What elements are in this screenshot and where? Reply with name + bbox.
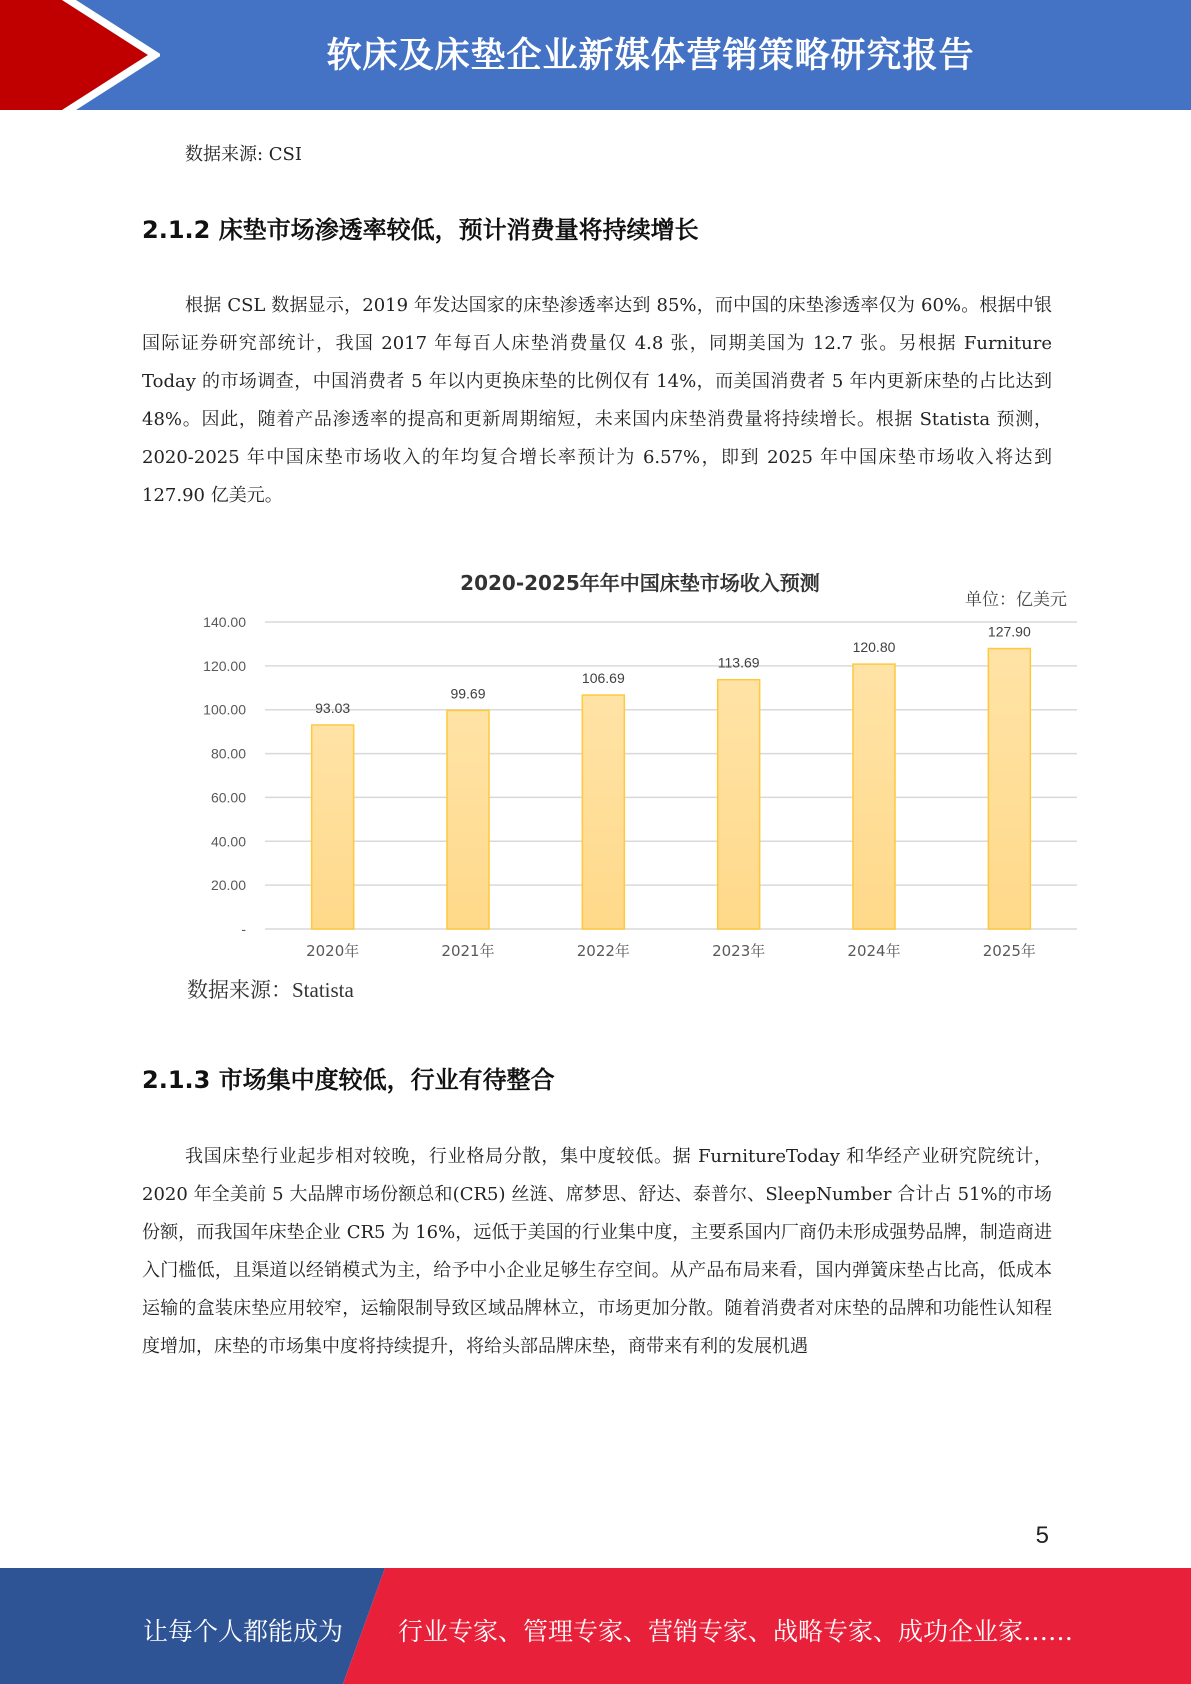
chart-grid	[265, 622, 1077, 929]
footer-slogan-left: 让每个人都能成为	[143, 1617, 344, 1646]
y-tick-label: 100.00	[203, 701, 246, 718]
y-tick-label: 80.00	[210, 745, 246, 762]
bar	[447, 710, 489, 929]
x-tick-label: 2025年	[982, 942, 1036, 960]
chart-canvas	[180, 560, 1080, 970]
x-tick-label: 2022年	[576, 942, 630, 960]
data-label: 99.69	[450, 685, 486, 702]
y-tick-label: 60.00	[210, 789, 246, 806]
chart-unit-label: 单位：亿美元	[965, 590, 1067, 610]
y-tick-label: 120.00	[203, 657, 246, 674]
bar	[988, 649, 1030, 929]
chart-title: 2020-2025年年中国床垫市场收入预测	[460, 571, 820, 595]
data-label: 113.69	[717, 654, 760, 671]
bar	[312, 725, 354, 929]
bar	[582, 695, 624, 929]
data-label: 120.80	[852, 639, 896, 656]
header-banner	[0, 0, 1191, 110]
section-heading-2-1-2: 2.1.2 床垫市场渗透率较低，预计消费量将持续增长	[142, 216, 699, 244]
x-tick-label: 2023年	[712, 942, 766, 960]
y-tick-label: 140.00	[203, 614, 246, 630]
bar	[853, 664, 895, 929]
data-source-top: 数据来源: CSI	[185, 144, 302, 165]
chart-data-source: 数据来源：Statista	[187, 978, 354, 1002]
y-tick-label: 40.00	[210, 833, 246, 850]
data-label: 106.69	[581, 670, 625, 687]
section-paragraph-2-1-2: 根据 CSL 数据显示，2019 年发达国家的床垫渗透率达到 85%，而中国的床垫渗透率仅为 60%。根据中银国际证券研究部统计，我国 2017 年每百人床垫消费量仅 4.8 张，同期美国为 12.7 张。另根据 Furniture Today 的市场调查，中国消费者 5 年以内更换床垫的比例仅有 14%，而美国消费者 5 年内更新床垫的占比达到 48%。因此，随着产品渗透率的提高和更新周期缩短，未来国内床垫消费量将持续增长。根据 Statista 预测，2020-2025 年中国床垫市场收入的年均复合增长率预计为 6.57%，即到 2025 年中国床垫市场收入将达到 127.90 亿美元。	[142, 295, 1052, 506]
report-title: 软床及床垫企业新媒体营销策略研究报告	[326, 36, 975, 76]
x-tick-label: 2021年	[441, 942, 495, 960]
x-tick-label: 2024年	[847, 942, 901, 960]
data-label: 127.90	[987, 623, 1031, 640]
data-label: 93.03	[315, 699, 351, 716]
page-number: 5	[1035, 1522, 1049, 1549]
x-tick-label: 2020年	[306, 942, 360, 960]
section-paragraph-2-1-3: 我国床垫行业起步相对较晚，行业格局分散，集中度较低。据 FurnitureToday 和华经产业研究院统计，2020 年全美前 5 大品牌市场份额总和(CR5) 丝涟、席梦思、舒达、泰普尔、SleepNumber 合计占 51%的市场份额，而我国年床垫企业 CR5 为 16%，远低于美国的行业集中度，主要系国内厂商仍未形成强势品牌，制造商进入门槛低，且渠道以经销模式为主，给予中小企业足够生存空间。从产品布局来看，国内弹簧床垫占比高，低成本运输的盒装床垫应用较窄，运输限制导致区域品牌林立，市场更加分散。随着消费者对床垫的品牌和功能性认知程度增加，床垫的市场集中度将持续提升，将给头部品牌床垫，商带来有利的发展机遇	[142, 1146, 1052, 1357]
chart-bars	[312, 649, 1031, 929]
y-tick-label: 20.00	[210, 877, 246, 894]
bar-chart	[180, 560, 1080, 970]
header-arrow-decoration	[0, 0, 160, 110]
footer-slogan-right: 行业专家、管理专家、营销专家、战略专家、成功企业家……	[398, 1617, 1074, 1646]
bar	[718, 680, 760, 929]
y-tick-label: -	[241, 921, 246, 937]
section-heading-2-1-3: 2.1.3 市场集中度较低，行业有待整合	[142, 1066, 555, 1094]
